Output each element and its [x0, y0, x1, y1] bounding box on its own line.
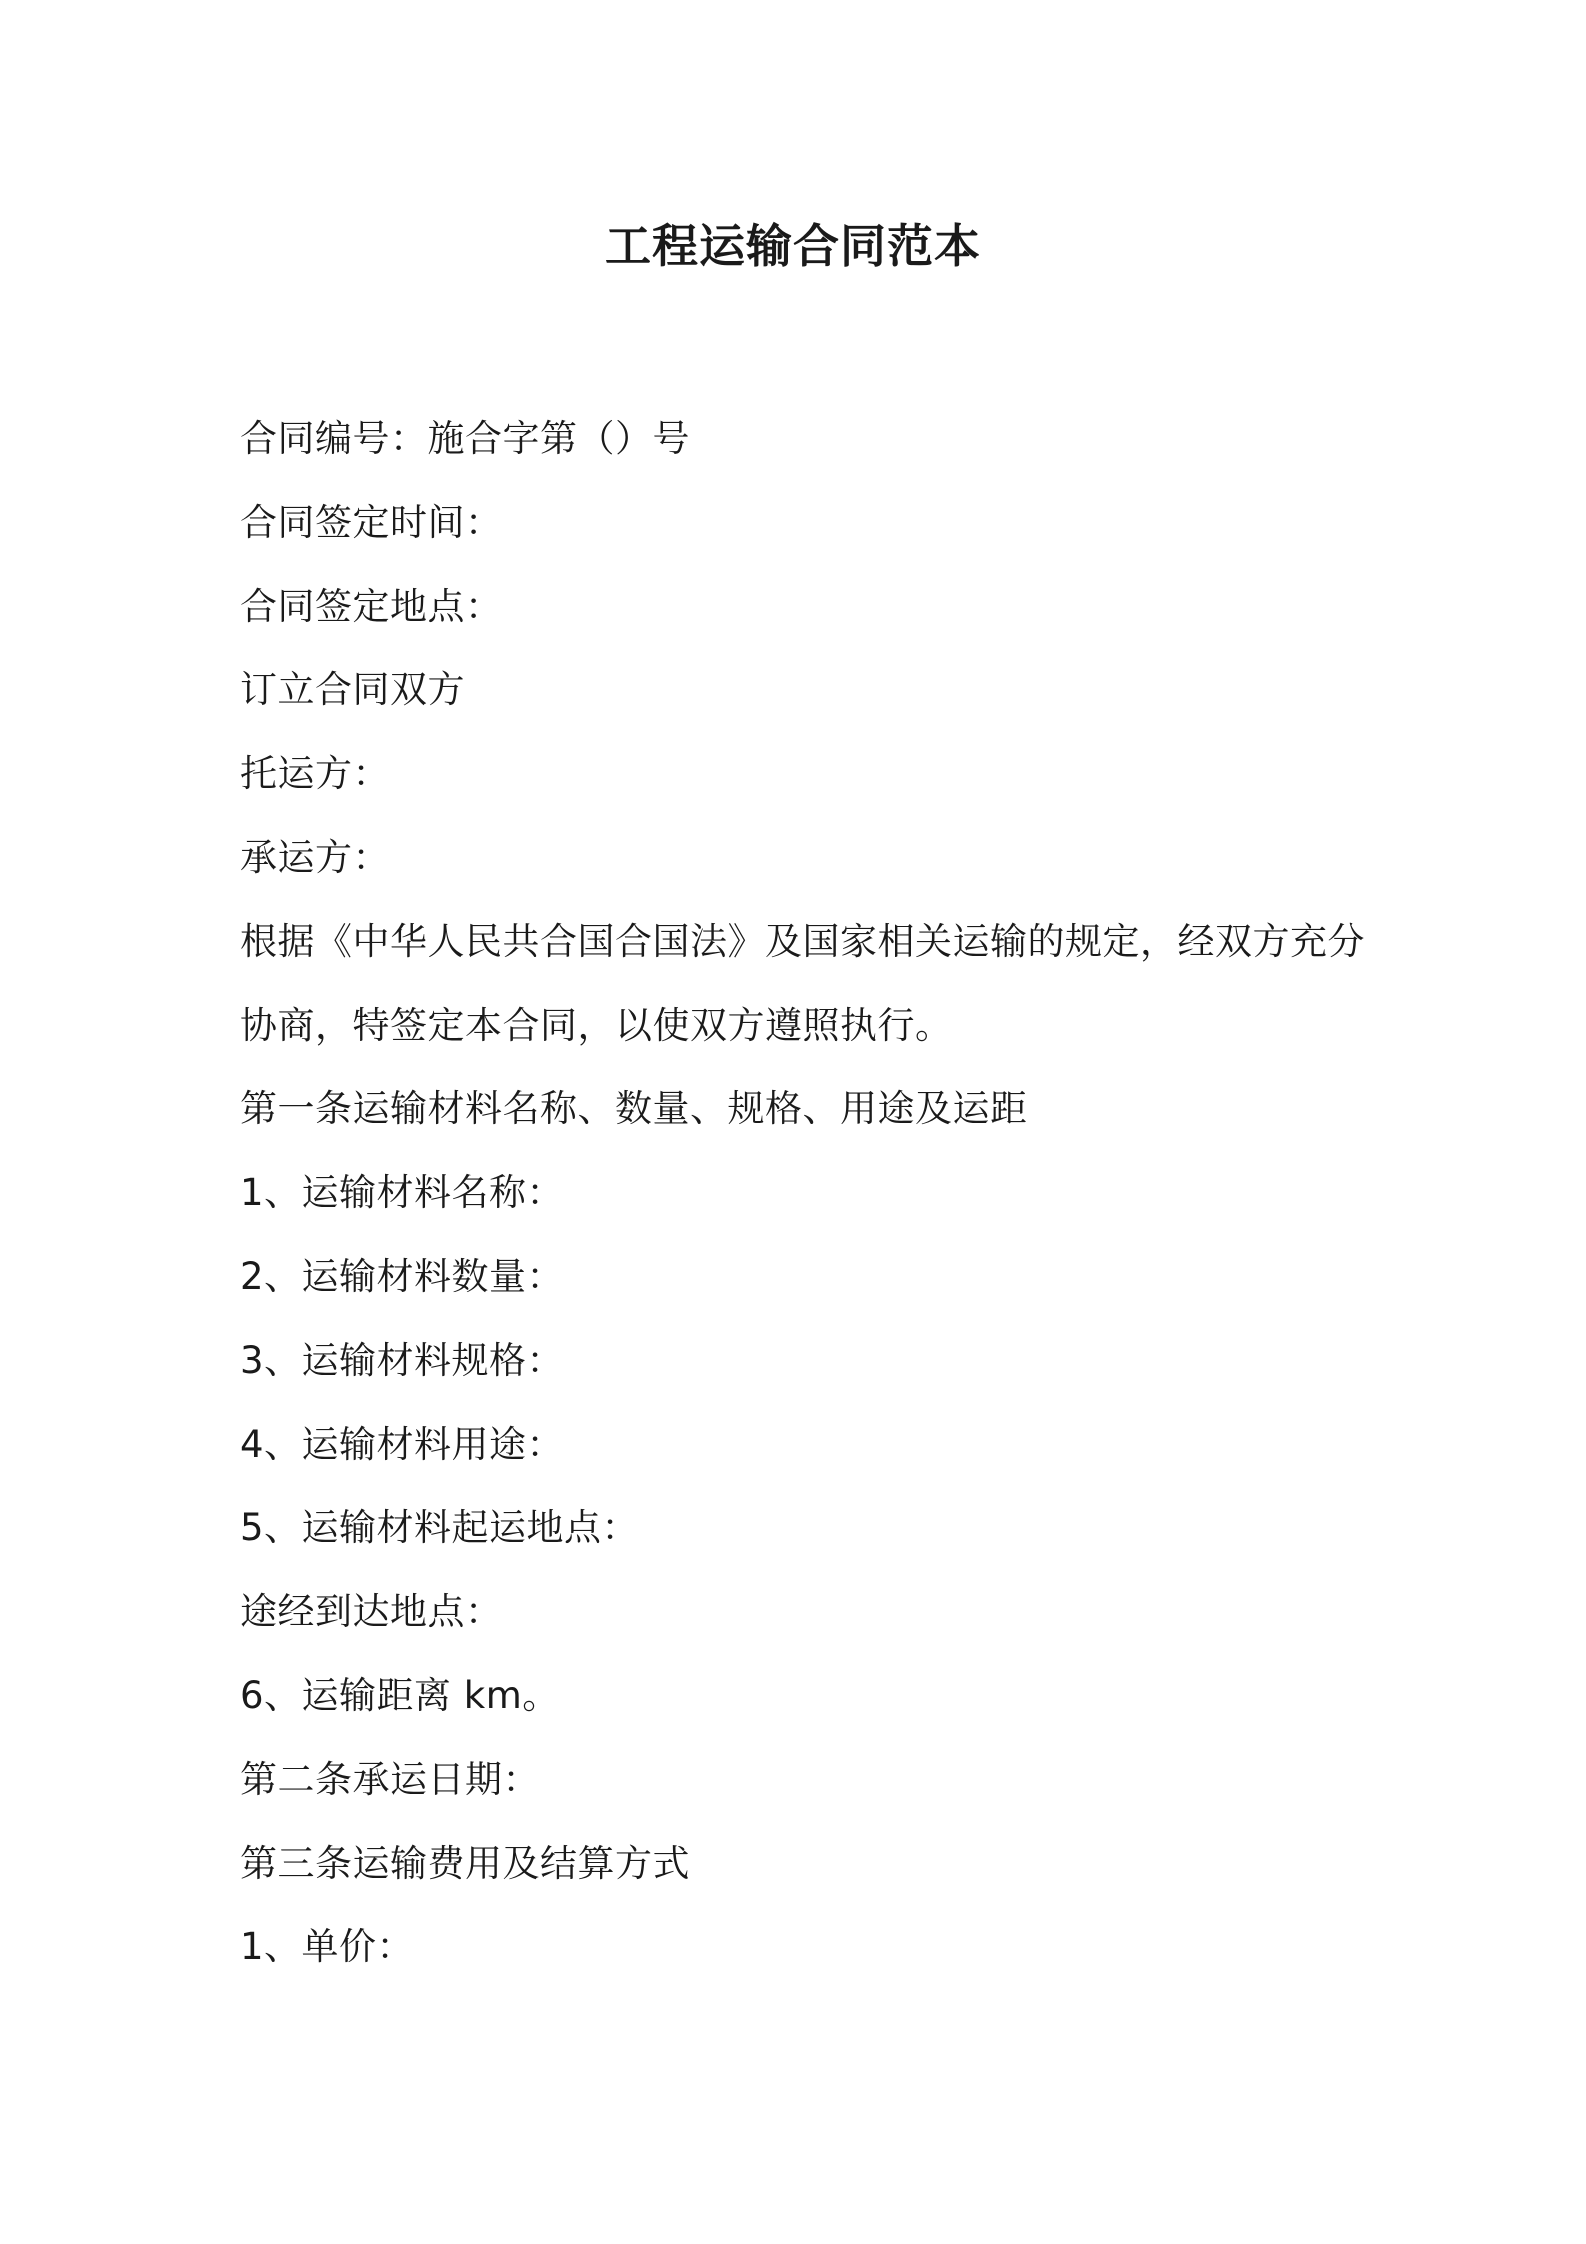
article-2-heading: 第二条承运日期： — [240, 1757, 540, 1801]
document-body — [240, 397, 1380, 1989]
preamble-line-1: 根据《中华人民共合国合国法》及国家相关运输的规定，经双方充分 — [240, 919, 1365, 963]
material-name-line: 1、运输材料名称： — [240, 1171, 565, 1215]
material-spec-line: 3、运输材料规格： — [240, 1338, 565, 1382]
consignor-line: 托运方： — [240, 752, 390, 796]
contract-number-line: 合同编号：施合字第（）号 — [240, 417, 690, 460]
document-title: 工程运输合同范本 — [605, 219, 981, 273]
origin-line: 5、运输材料起运地点： — [240, 1506, 640, 1550]
destination-line: 途经到达地点： — [240, 1590, 503, 1634]
article-3-heading: 第三条运输费用及结算方式 — [240, 1841, 690, 1885]
parties-heading: 订立合同双方 — [240, 668, 465, 712]
signing-place-line: 合同签定地点： — [240, 584, 503, 628]
distance-line: 6、运输距离 km。 — [240, 1673, 560, 1717]
preamble-line-2: 协商，特签定本合同，以使双方遵照执行。 — [240, 1003, 953, 1047]
unit-price-line: 1、单价： — [240, 1925, 415, 1969]
article-1-heading: 第一条运输材料名称、数量、规格、用途及运距 — [240, 1087, 1028, 1131]
carrier-line: 承运方： — [240, 835, 390, 879]
material-quantity-line: 2、运输材料数量： — [240, 1254, 565, 1298]
signing-time-line: 合同签定时间： — [240, 500, 503, 544]
material-use-line: 4、运输材料用途： — [240, 1422, 565, 1466]
